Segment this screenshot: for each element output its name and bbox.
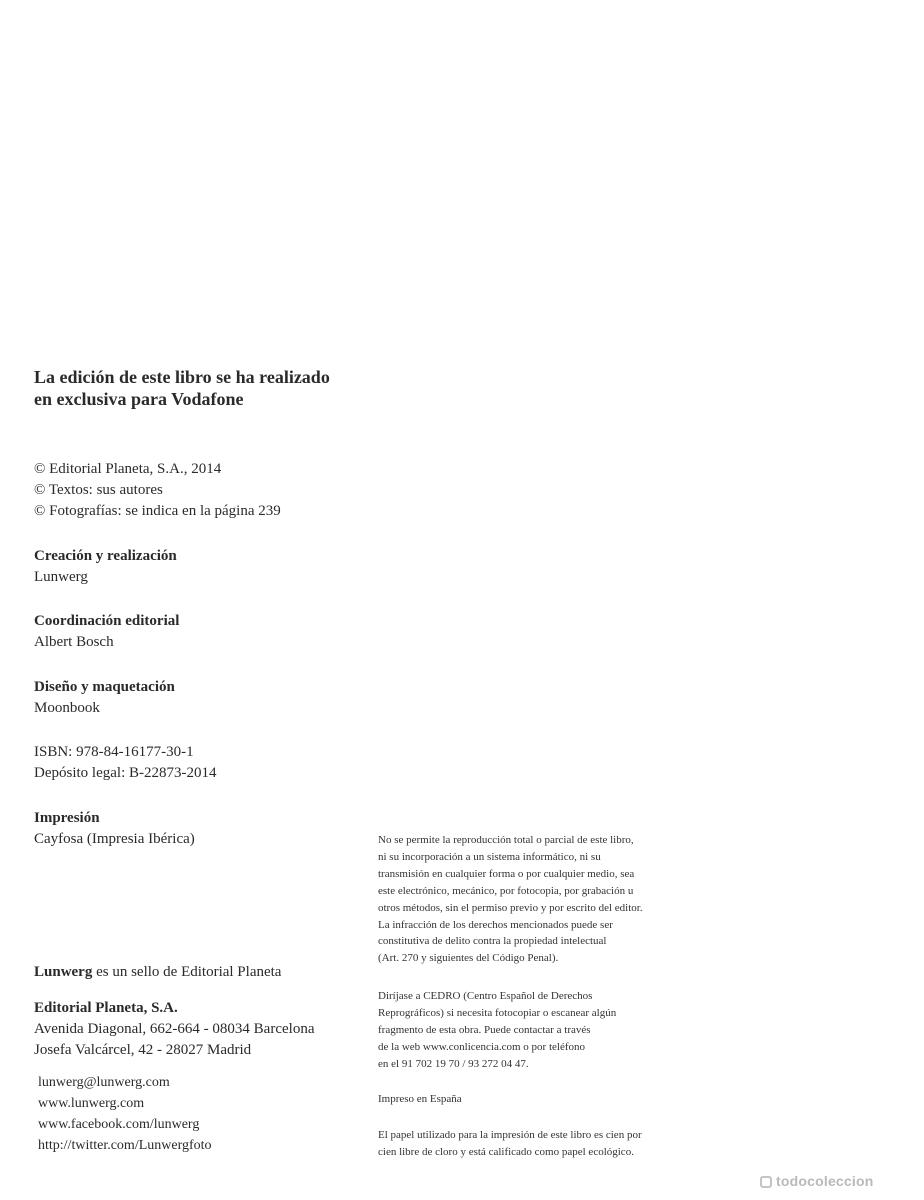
- rights-line: constitutiva de delito contra la propiedad intelectual: [378, 935, 607, 948]
- rights-line: La infracción de los derechos mencionados puede ser: [378, 918, 613, 931]
- credit-heading: Diseño y maquetación: [34, 679, 175, 695]
- rights-notice: [378, 832, 643, 967]
- credit-coordination: [34, 611, 179, 653]
- cedro-line: fragmento de esta obra. Puede contactar a través: [378, 1023, 591, 1036]
- imprint-rest: es un sello de Editorial Planeta: [92, 964, 282, 980]
- credit-value: Lunwerg: [34, 569, 88, 585]
- credit-creation: [34, 546, 177, 588]
- credit-heading: Impresión: [34, 810, 100, 826]
- copyright-block: [34, 459, 281, 522]
- credit-value: Moonbook: [34, 700, 100, 716]
- cedro-line: en el 91 702 19 70 / 93 272 04 47.: [378, 1057, 529, 1070]
- copyright-line: © Editorial Planeta, S.A., 2014: [34, 461, 222, 477]
- edition-note: [34, 366, 330, 410]
- cedro-line: Diríjase a CEDRO (Centro Español de Derechos: [378, 990, 593, 1002]
- edition-note-line: en exclusiva para Vodafone: [34, 389, 244, 409]
- cedro-notice: [378, 988, 616, 1073]
- rights-line: otros métodos, sin el permiso previo y por escrito del editor.: [378, 901, 643, 914]
- rights-line: este electrónico, mecánico, por fotocopia, por grabación u: [378, 884, 634, 897]
- isbn-block: [34, 742, 216, 784]
- isbn: ISBN: 978-84-16177-30-1: [34, 744, 194, 760]
- contact-block: [38, 1072, 212, 1156]
- rights-line: ni su incorporación a un sistema informático, ni su: [378, 850, 601, 863]
- publisher-address: Avenida Diagonal, 662-664 - 08034 Barcelona: [34, 1021, 315, 1037]
- watermark-logo-icon: [760, 1176, 772, 1188]
- cedro-line: Reprográficos) si necesita fotocopiar o escanear algún: [378, 1006, 617, 1019]
- publisher-name: Editorial Planeta, S.A.: [34, 1000, 178, 1016]
- publisher-block: [34, 998, 314, 1061]
- credit-heading: Creación y realización: [34, 548, 177, 564]
- publisher-address: Josefa Valcárcel, 42 - 28027 Madrid: [34, 1042, 252, 1058]
- paper-line: El papel utilizado para la impresión de este libro es cien por: [378, 1129, 642, 1141]
- contact-twitter[interactable]: http://twitter.com/Lunwergfoto: [38, 1138, 212, 1153]
- watermark: [760, 1173, 874, 1189]
- imprint-brand: Lunwerg: [34, 964, 93, 980]
- cedro-line: de la web www.conlicencia.com o por teléfono: [378, 1040, 585, 1053]
- rights-line: transmisión en cualquier forma o por cualquier medio, sea: [378, 867, 635, 880]
- imprint-statement: [34, 962, 281, 983]
- copyright-line: © Textos: sus autores: [34, 482, 163, 498]
- rights-line: (Art. 270 y siguientes del Código Penal).: [378, 952, 559, 965]
- contact-facebook[interactable]: www.facebook.com/lunwerg: [38, 1117, 200, 1132]
- credit-printing: [34, 808, 195, 850]
- credit-heading: Coordinación editorial: [34, 613, 180, 629]
- copyright-line: © Fotografías: se indica en la página 239: [34, 503, 281, 519]
- paper-notice: [378, 1127, 642, 1161]
- printed-in: [378, 1091, 462, 1108]
- credit-design: [34, 677, 175, 719]
- legal-deposit: Depósito legal: B-22873-2014: [34, 765, 217, 781]
- credit-value: Cayfosa (Impresia Ibérica): [34, 831, 195, 847]
- paper-line: cien libre de cloro y está calificado como papel ecológico.: [378, 1145, 634, 1158]
- contact-website[interactable]: www.lunwerg.com: [38, 1096, 145, 1111]
- edition-note-line: La edición de este libro se ha realizado: [34, 367, 330, 387]
- watermark-text: todocoleccion: [776, 1173, 874, 1189]
- rights-line: No se permite la reproducción total o parcial de este libro,: [378, 834, 634, 846]
- credit-value: Albert Bosch: [34, 634, 114, 650]
- contact-email[interactable]: lunwerg@lunwerg.com: [38, 1075, 170, 1090]
- printed-in-text: Impreso en España: [378, 1093, 462, 1105]
